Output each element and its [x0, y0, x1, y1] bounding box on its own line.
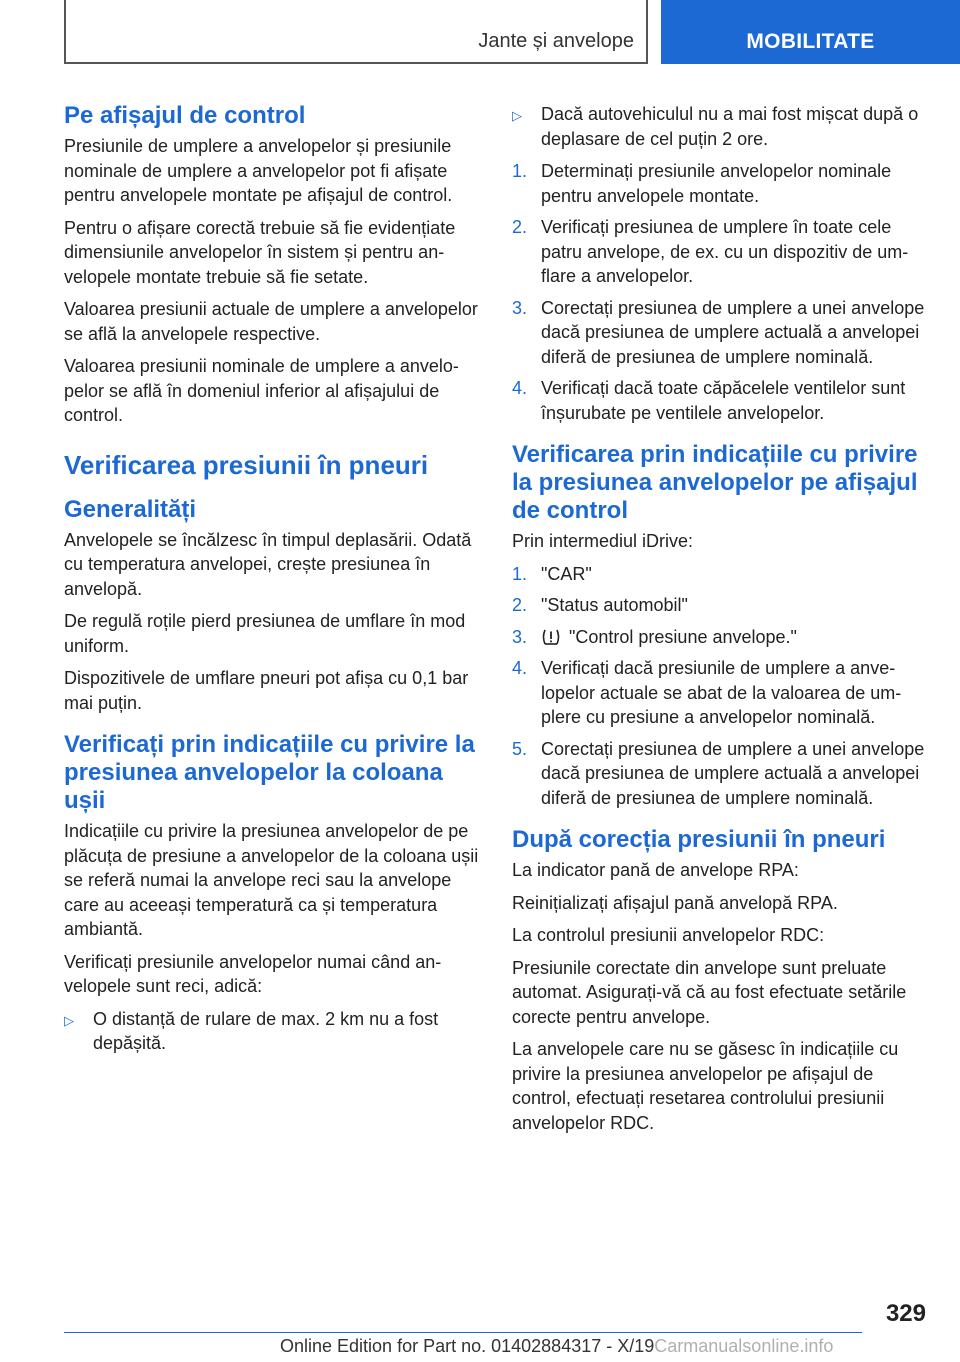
- paragraph: Presiunile corectate din anvelope sunt preluate automat. Asigurați-vă că au fost efectuate setările corecte pentru anvelope.: [512, 957, 907, 1027]
- list-item: [64, 1007, 480, 1056]
- step-text: Verificați presiunea de umplere în toate cele patru anvelope, de ex. cu un dispozitiv de umflare a anvelopelor.: [541, 217, 909, 286]
- step-text: Determinați presiunile anvelopelor nominale pentru anvelopele montate.: [541, 161, 892, 206]
- step-text: "CAR": [541, 563, 592, 584]
- paragraph: Indicațiile cu privire la presiunea anvelopelor de pe plăcuța de presiune a anvelopelor de la coloana ușii se referă numai la anvelope reci sau la anvelope care au aceeași temperatură ca și temperatura ambiantă.: [64, 821, 479, 939]
- left-column: [64, 102, 480, 1064]
- list-item: [512, 376, 930, 425]
- footer-edition: Online Edition for Part no. 01402884317 - X/19: [280, 1336, 655, 1356]
- paragraph: La indicator pană de anvelope RPA:: [512, 860, 799, 880]
- paragraph: De regulă roțile pierd presiunea de umflare în mod uniform.: [64, 611, 466, 656]
- step-number: 3.: [512, 626, 528, 647]
- bullet-list: [64, 1007, 480, 1056]
- heading-display-check: Verificarea prin indicațiile cu privire la presiunea anvelopelor pe afișajul de control: [512, 441, 918, 524]
- list-item: [512, 215, 930, 289]
- heading-door-pillar: Verificați prin indicațiile cu privire la presiunea anvelopelor la coloana ușii: [64, 731, 475, 814]
- step-text: Verificați dacă toate căpăcelele ventilelor sunt înșurubate pe ventilele anvelopelor.: [541, 378, 906, 423]
- paragraph: Valoarea presiunii actuale de umplere a anvelopelor se află la anvelopele respective.: [64, 299, 478, 344]
- heading-display: Pe afișajul de control: [64, 102, 306, 129]
- step-text: Corectați presiunea de umplere a unei anvelope dacă presiunea de umplere actuală a anvelopei diferă de presiunea de umplere nominală.: [541, 297, 925, 367]
- list-item: [512, 296, 930, 370]
- tire-pressure-warning-icon: [541, 628, 561, 646]
- heading-general: Generalități: [64, 495, 197, 523]
- paragraph: Prin intermediul iDrive:: [512, 531, 694, 551]
- header-section-tab: [661, 0, 960, 64]
- list-item: [512, 102, 930, 151]
- list-item: [512, 656, 930, 730]
- right-column: [512, 102, 930, 1143]
- step-text: "Status automobil": [541, 595, 688, 615]
- paragraph: La controlul presiunii anvelopelor RDC:: [512, 925, 825, 945]
- paragraph: Anvelopele se încălzesc în timpul deplasării. Odată cu temperatura anvelopei, crește presiunea în anvelopă.: [64, 529, 472, 599]
- triangle-bullet-icon: ▷: [512, 108, 522, 123]
- paragraph: La anvelopele care nu se găsesc în indicațiile cu privire la presiunea anvelopelor pe afișajul de control, efectuați resetarea controlului presiunii anvelopelor RDC.: [512, 1039, 899, 1133]
- footer: [280, 1336, 833, 1357]
- footer-watermark: Carmanualsonline.info: [654, 1336, 834, 1356]
- paragraph: Verificați presiunile anvelopelor numai când anvelopele sunt reci, adică:: [64, 951, 442, 996]
- step-number: 4.: [512, 658, 528, 678]
- footer-divider: [64, 1332, 862, 1333]
- paragraph: Dispozitivele de umflare pneuri pot afișa cu 0,1 bar mai puțin.: [64, 668, 469, 713]
- list-item: [512, 593, 930, 618]
- paragraph: Valoarea presiunii nominale de umplere a anvelopelor se află în domeniul inferior al afișajului de control.: [64, 356, 459, 425]
- step-number: 4.: [512, 378, 528, 398]
- step-number: 2.: [512, 595, 528, 615]
- heading-after-correction: După corecția presiunii în pneuri: [512, 826, 886, 853]
- page-number: 329: [885, 1300, 926, 1327]
- step-number: 1.: [512, 161, 528, 181]
- list-item-text: Dacă autovehiculul nu a mai fost mișcat după o deplasare de cel puțin 2 ore.: [541, 104, 919, 149]
- triangle-bullet-icon: ▷: [64, 1012, 74, 1028]
- list-item: [512, 625, 930, 650]
- paragraph: Pentru o afișare corectă trebuie să fie evidențiate dimensiunile anvelopelor în sistem și pentru anvelopele montate trebuie să fie setate.: [64, 217, 456, 287]
- step-text: "Control presiune anvelope.": [569, 626, 797, 647]
- list-item: [512, 159, 930, 208]
- list-item: [512, 737, 930, 811]
- step-number: 1.: [512, 563, 528, 584]
- list-item-text: O distanță de rulare de max. 2 km nu a fost depășită.: [93, 1008, 439, 1053]
- header-tab: [64, 0, 648, 64]
- step-number: 5.: [512, 738, 528, 759]
- paragraph: Presiunile de umplere a anvelopelor și presiunile nominale de umplere a anvelopelor pot fi afișate pentru anvelopele montate pe afișajul de control.: [64, 136, 453, 205]
- bullet-list: [512, 102, 930, 151]
- step-number: 2.: [512, 217, 528, 237]
- step-text: Corectați presiunea de umplere a unei anvelope dacă presiunea de umplere actuală a anvelopei diferă de presiunea de umplere nominală.: [541, 738, 925, 808]
- step-number: 3.: [512, 297, 528, 318]
- steps-list: [512, 159, 930, 425]
- heading-check-pressure: Verificarea presiunii în pneuri: [64, 449, 429, 480]
- paragraph: Reinițializați afișajul pană anvelopă RPA.: [512, 892, 838, 913]
- header-title: Jante și anvelope: [478, 30, 634, 52]
- steps-list: [512, 562, 930, 811]
- header-section: MOBILITATE: [746, 30, 875, 53]
- list-item: [512, 562, 930, 587]
- step-text: Verificați dacă presiunile de umplere a anvelopelor actuale se abat de la valoarea de umplere cu presiune a anvelopelor nominală.: [541, 658, 902, 727]
